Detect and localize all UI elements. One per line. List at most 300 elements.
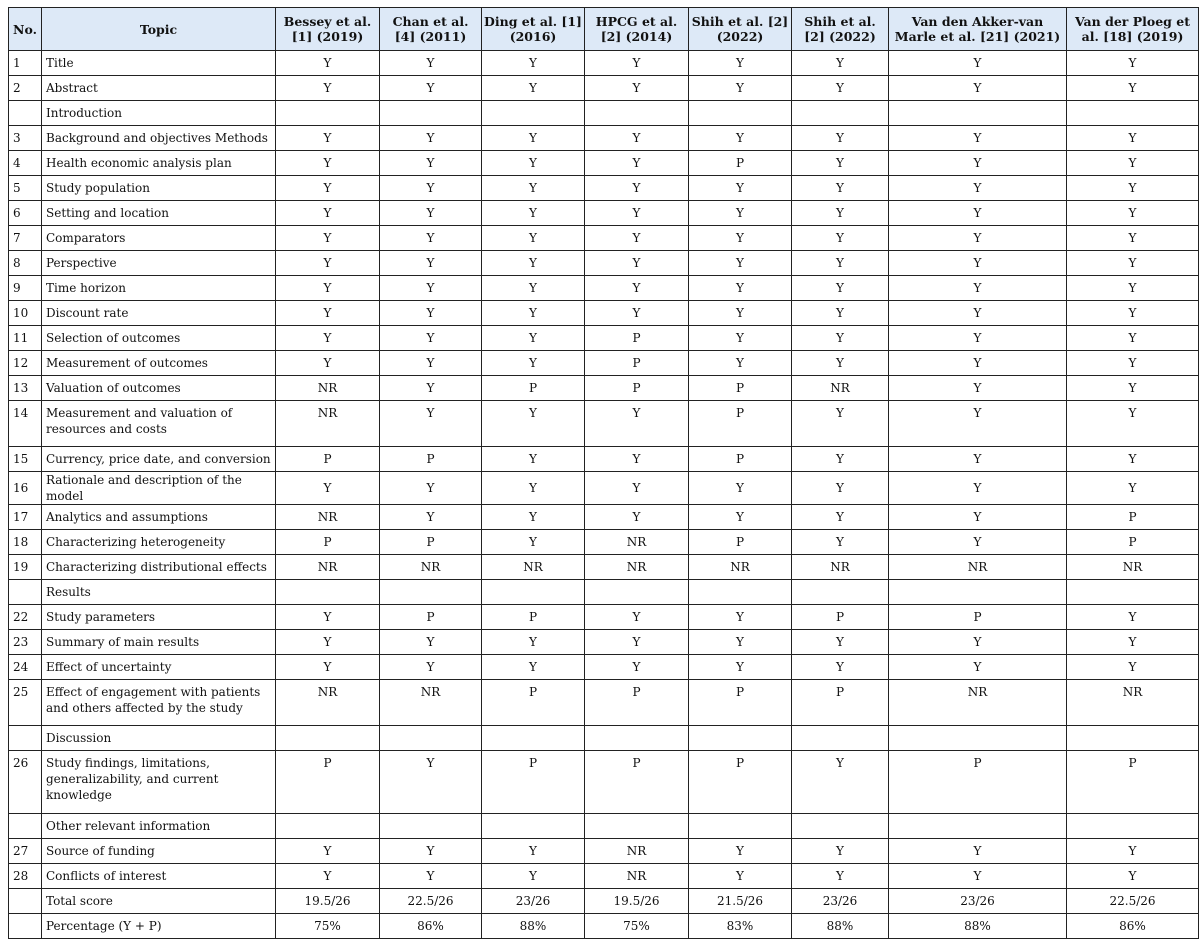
rating-cell: 23/26 xyxy=(482,889,585,914)
rating-cell: NR xyxy=(380,555,482,580)
header-no: No. xyxy=(9,8,42,51)
rating-cell: Y xyxy=(380,76,482,101)
rating-cell: Y xyxy=(889,251,1067,276)
rating-cell: 88% xyxy=(792,914,889,939)
rating-cell: Y xyxy=(380,655,482,680)
rating-cell: P xyxy=(689,447,792,472)
item-number xyxy=(9,101,42,126)
item-topic: Source of funding xyxy=(42,839,276,864)
rating-cell xyxy=(689,580,792,605)
rating-cell: Y xyxy=(1067,655,1199,680)
rating-cell: Y xyxy=(585,401,689,447)
rating-cell: Y xyxy=(1067,301,1199,326)
table-row xyxy=(9,914,1199,939)
item-number: 16 xyxy=(9,472,42,505)
rating-cell xyxy=(689,101,792,126)
table-row xyxy=(9,580,1199,605)
rating-cell: Y xyxy=(380,51,482,76)
rating-cell xyxy=(276,726,380,751)
rating-cell: Y xyxy=(889,376,1067,401)
rating-cell: 88% xyxy=(482,914,585,939)
rating-cell: Y xyxy=(482,351,585,376)
item-topic: Valuation of outcomes xyxy=(42,376,276,401)
rating-cell: NR xyxy=(689,555,792,580)
item-topic: Study findings, limitations, generalizability, and current knowledge xyxy=(42,751,276,814)
item-topic: Discussion xyxy=(42,726,276,751)
item-number: 6 xyxy=(9,201,42,226)
item-number xyxy=(9,814,42,839)
rating-cell: Y xyxy=(889,326,1067,351)
rating-cell: 21.5/26 xyxy=(689,889,792,914)
rating-cell xyxy=(889,101,1067,126)
rating-cell: Y xyxy=(792,151,889,176)
header-study: Ding et al. [1] (2016) xyxy=(482,8,585,51)
rating-cell: Y xyxy=(482,276,585,301)
item-number: 23 xyxy=(9,630,42,655)
rating-cell xyxy=(1067,814,1199,839)
rating-cell: Y xyxy=(792,530,889,555)
rating-cell: Y xyxy=(792,751,889,814)
rating-cell: Y xyxy=(380,472,482,505)
rating-cell: Y xyxy=(585,447,689,472)
rating-cell: Y xyxy=(585,605,689,630)
rating-cell: Y xyxy=(482,530,585,555)
rating-cell: P xyxy=(482,751,585,814)
rating-cell: 19.5/26 xyxy=(585,889,689,914)
rating-cell: Y xyxy=(585,201,689,226)
item-topic: Health economic analysis plan xyxy=(42,151,276,176)
item-topic: Effect of uncertainty xyxy=(42,655,276,680)
rating-cell xyxy=(585,580,689,605)
rating-cell: Y xyxy=(380,401,482,447)
rating-cell: 88% xyxy=(889,914,1067,939)
rating-cell: Y xyxy=(482,251,585,276)
item-topic: Results xyxy=(42,580,276,605)
rating-cell: Y xyxy=(380,126,482,151)
item-number: 26 xyxy=(9,751,42,814)
item-topic: Measurement and valuation of resources and costs xyxy=(42,401,276,447)
rating-cell: Y xyxy=(889,276,1067,301)
table-row xyxy=(9,51,1199,76)
table-row xyxy=(9,630,1199,655)
rating-cell: Y xyxy=(689,351,792,376)
rating-cell: 75% xyxy=(276,914,380,939)
item-topic: Perspective xyxy=(42,251,276,276)
table-row xyxy=(9,101,1199,126)
rating-cell: P xyxy=(482,680,585,726)
rating-cell: Y xyxy=(380,251,482,276)
item-topic: Total score xyxy=(42,889,276,914)
table-row xyxy=(9,814,1199,839)
rating-cell: P xyxy=(889,605,1067,630)
rating-cell: Y xyxy=(792,351,889,376)
rating-cell: P xyxy=(380,447,482,472)
item-topic: Summary of main results xyxy=(42,630,276,655)
rating-cell: Y xyxy=(482,326,585,351)
header-study: Van der Ploeg et al. [18] (2019) xyxy=(1067,8,1199,51)
table-row xyxy=(9,301,1199,326)
quality-assessment-table xyxy=(8,7,1199,939)
rating-cell xyxy=(792,101,889,126)
rating-cell: Y xyxy=(380,176,482,201)
table-header-row xyxy=(9,8,1199,51)
rating-cell: Y xyxy=(276,839,380,864)
rating-cell: Y xyxy=(689,839,792,864)
rating-cell: Y xyxy=(276,226,380,251)
rating-cell: NR xyxy=(276,555,380,580)
rating-cell: Y xyxy=(689,251,792,276)
rating-cell: Y xyxy=(689,76,792,101)
rating-cell: P xyxy=(585,351,689,376)
rating-cell: Y xyxy=(889,301,1067,326)
item-topic: Analytics and assumptions xyxy=(42,505,276,530)
item-topic: Abstract xyxy=(42,76,276,101)
rating-cell: Y xyxy=(276,76,380,101)
rating-cell: NR xyxy=(380,680,482,726)
rating-cell: Y xyxy=(792,301,889,326)
rating-cell: P xyxy=(585,751,689,814)
rating-cell: Y xyxy=(380,376,482,401)
rating-cell: Y xyxy=(889,201,1067,226)
rating-cell: Y xyxy=(889,176,1067,201)
rating-cell: Y xyxy=(380,326,482,351)
item-number: 7 xyxy=(9,226,42,251)
rating-cell: Y xyxy=(689,126,792,151)
item-number: 10 xyxy=(9,301,42,326)
rating-cell: Y xyxy=(585,301,689,326)
rating-cell: Y xyxy=(792,839,889,864)
rating-cell: P xyxy=(585,326,689,351)
table-row xyxy=(9,376,1199,401)
rating-cell: Y xyxy=(585,226,689,251)
rating-cell: Y xyxy=(585,276,689,301)
rating-cell: P xyxy=(482,376,585,401)
rating-cell: NR xyxy=(1067,680,1199,726)
rating-cell: Y xyxy=(482,151,585,176)
table-row xyxy=(9,751,1199,814)
rating-cell: Y xyxy=(276,301,380,326)
rating-cell: Y xyxy=(792,126,889,151)
rating-cell: NR xyxy=(889,680,1067,726)
rating-cell: Y xyxy=(482,447,585,472)
rating-cell: Y xyxy=(689,201,792,226)
rating-cell xyxy=(585,101,689,126)
rating-cell: Y xyxy=(276,351,380,376)
rating-cell: Y xyxy=(380,505,482,530)
rating-cell: P xyxy=(689,401,792,447)
rating-cell: Y xyxy=(889,505,1067,530)
rating-cell xyxy=(482,814,585,839)
table-row xyxy=(9,276,1199,301)
rating-cell: NR xyxy=(482,555,585,580)
rating-cell: Y xyxy=(585,151,689,176)
rating-cell: 23/26 xyxy=(889,889,1067,914)
table-row xyxy=(9,126,1199,151)
item-number xyxy=(9,914,42,939)
rating-cell: NR xyxy=(585,530,689,555)
rating-cell: Y xyxy=(380,351,482,376)
item-topic: Measurement of outcomes xyxy=(42,351,276,376)
rating-cell: Y xyxy=(792,326,889,351)
rating-cell: Y xyxy=(380,751,482,814)
rating-cell: Y xyxy=(380,839,482,864)
rating-cell: P xyxy=(1067,530,1199,555)
item-topic: Comparators xyxy=(42,226,276,251)
rating-cell: Y xyxy=(689,176,792,201)
table-row xyxy=(9,864,1199,889)
rating-cell: Y xyxy=(689,655,792,680)
item-number: 9 xyxy=(9,276,42,301)
rating-cell: Y xyxy=(1067,351,1199,376)
rating-cell: NR xyxy=(276,680,380,726)
rating-cell: Y xyxy=(889,630,1067,655)
rating-cell: NR xyxy=(276,505,380,530)
rating-cell: Y xyxy=(1067,472,1199,505)
rating-cell: Y xyxy=(889,351,1067,376)
rating-cell: Y xyxy=(276,326,380,351)
rating-cell: Y xyxy=(482,226,585,251)
rating-cell: Y xyxy=(482,505,585,530)
rating-cell: Y xyxy=(689,505,792,530)
item-topic: Characterizing heterogeneity xyxy=(42,530,276,555)
rating-cell: Y xyxy=(792,226,889,251)
rating-cell xyxy=(276,580,380,605)
rating-cell: Y xyxy=(889,472,1067,505)
rating-cell: P xyxy=(1067,751,1199,814)
rating-cell: Y xyxy=(380,630,482,655)
rating-cell: Y xyxy=(482,76,585,101)
table-row xyxy=(9,447,1199,472)
rating-cell xyxy=(889,814,1067,839)
rating-cell: Y xyxy=(792,472,889,505)
rating-cell: Y xyxy=(1067,326,1199,351)
item-topic: Currency, price date, and conversion xyxy=(42,447,276,472)
item-number: 17 xyxy=(9,505,42,530)
rating-cell: Y xyxy=(276,51,380,76)
rating-cell xyxy=(482,101,585,126)
header-study: Chan et al. [4] (2011) xyxy=(380,8,482,51)
header-study: Shih et al. [2] (2022) xyxy=(792,8,889,51)
item-topic: Time horizon xyxy=(42,276,276,301)
item-number: 4 xyxy=(9,151,42,176)
rating-cell: P xyxy=(276,751,380,814)
rating-cell: Y xyxy=(792,630,889,655)
rating-cell xyxy=(792,814,889,839)
item-topic: Study population xyxy=(42,176,276,201)
rating-cell: Y xyxy=(482,864,585,889)
rating-cell xyxy=(889,580,1067,605)
rating-cell: Y xyxy=(792,505,889,530)
rating-cell: Y xyxy=(276,201,380,226)
rating-cell xyxy=(889,726,1067,751)
rating-cell: Y xyxy=(792,447,889,472)
rating-cell xyxy=(380,580,482,605)
rating-cell: Y xyxy=(380,864,482,889)
rating-cell: P xyxy=(585,680,689,726)
rating-cell xyxy=(585,726,689,751)
table-row xyxy=(9,201,1199,226)
item-number: 19 xyxy=(9,555,42,580)
rating-cell: Y xyxy=(482,176,585,201)
rating-cell: Y xyxy=(1067,276,1199,301)
item-topic: Conflicts of interest xyxy=(42,864,276,889)
rating-cell: 75% xyxy=(585,914,689,939)
item-number: 5 xyxy=(9,176,42,201)
rating-cell xyxy=(276,814,380,839)
rating-cell: Y xyxy=(889,839,1067,864)
table-row xyxy=(9,351,1199,376)
item-topic: Study parameters xyxy=(42,605,276,630)
rating-cell: Y xyxy=(689,605,792,630)
item-topic: Introduction xyxy=(42,101,276,126)
rating-cell: Y xyxy=(482,126,585,151)
rating-cell: NR xyxy=(1067,555,1199,580)
rating-cell: Y xyxy=(585,472,689,505)
rating-cell: P xyxy=(792,605,889,630)
rating-cell: 83% xyxy=(689,914,792,939)
rating-cell xyxy=(380,814,482,839)
rating-cell: Y xyxy=(889,126,1067,151)
rating-cell: Y xyxy=(1067,447,1199,472)
item-number: 1 xyxy=(9,51,42,76)
rating-cell: Y xyxy=(792,276,889,301)
rating-cell: Y xyxy=(482,201,585,226)
item-topic: Effect of engagement with patients and others affected by the study xyxy=(42,680,276,726)
rating-cell: Y xyxy=(276,151,380,176)
rating-cell: P xyxy=(380,530,482,555)
rating-cell xyxy=(380,726,482,751)
header-study: Shih et al. [2] (2022) xyxy=(689,8,792,51)
rating-cell: Y xyxy=(585,630,689,655)
item-number: 11 xyxy=(9,326,42,351)
item-number: 14 xyxy=(9,401,42,447)
rating-cell: NR xyxy=(276,401,380,447)
rating-cell: Y xyxy=(889,864,1067,889)
item-topic: Background and objectives Methods xyxy=(42,126,276,151)
item-number: 15 xyxy=(9,447,42,472)
rating-cell: Y xyxy=(1067,126,1199,151)
rating-cell: Y xyxy=(276,126,380,151)
rating-cell: NR xyxy=(585,864,689,889)
item-number xyxy=(9,726,42,751)
rating-cell: Y xyxy=(1067,605,1199,630)
rating-cell: Y xyxy=(585,251,689,276)
rating-cell: P xyxy=(276,530,380,555)
rating-cell: Y xyxy=(585,126,689,151)
table-row xyxy=(9,251,1199,276)
table-row xyxy=(9,889,1199,914)
table-row xyxy=(9,505,1199,530)
rating-cell: Y xyxy=(889,151,1067,176)
table-row xyxy=(9,655,1199,680)
rating-cell: Y xyxy=(380,276,482,301)
rating-cell xyxy=(1067,580,1199,605)
rating-cell: P xyxy=(689,376,792,401)
rating-cell: Y xyxy=(276,655,380,680)
rating-cell: Y xyxy=(689,864,792,889)
rating-cell: Y xyxy=(482,51,585,76)
rating-cell: Y xyxy=(792,864,889,889)
rating-cell: Y xyxy=(276,605,380,630)
rating-cell: 22.5/26 xyxy=(1067,889,1199,914)
item-number: 24 xyxy=(9,655,42,680)
item-topic: Percentage (Y + P) xyxy=(42,914,276,939)
item-topic: Setting and location xyxy=(42,201,276,226)
rating-cell: Y xyxy=(792,251,889,276)
item-topic: Rationale and description of the model xyxy=(42,472,276,505)
table-row xyxy=(9,472,1199,505)
rating-cell: Y xyxy=(889,51,1067,76)
rating-cell: Y xyxy=(792,176,889,201)
header-study: Bessey et al. [1] (2019) xyxy=(276,8,380,51)
rating-cell: Y xyxy=(585,176,689,201)
rating-cell: Y xyxy=(889,447,1067,472)
item-topic: Selection of outcomes xyxy=(42,326,276,351)
rating-cell: Y xyxy=(276,251,380,276)
rating-cell: P xyxy=(380,605,482,630)
rating-cell: Y xyxy=(482,472,585,505)
table-row xyxy=(9,605,1199,630)
item-number: 12 xyxy=(9,351,42,376)
rating-cell xyxy=(276,101,380,126)
rating-cell: Y xyxy=(1067,176,1199,201)
rating-cell: P xyxy=(792,680,889,726)
rating-cell: P xyxy=(585,376,689,401)
item-number: 8 xyxy=(9,251,42,276)
rating-cell: Y xyxy=(276,864,380,889)
header-study: Van den Akker-van Marle et al. [21] (2021) xyxy=(889,8,1067,51)
rating-cell: Y xyxy=(380,201,482,226)
rating-cell: Y xyxy=(276,276,380,301)
rating-cell: Y xyxy=(482,630,585,655)
item-number: 28 xyxy=(9,864,42,889)
rating-cell: Y xyxy=(1067,630,1199,655)
rating-cell: Y xyxy=(689,301,792,326)
item-number: 13 xyxy=(9,376,42,401)
rating-cell: Y xyxy=(792,401,889,447)
item-topic: Title xyxy=(42,51,276,76)
rating-cell xyxy=(380,101,482,126)
rating-cell xyxy=(1067,726,1199,751)
rating-cell: Y xyxy=(889,401,1067,447)
rating-cell: Y xyxy=(689,51,792,76)
rating-cell xyxy=(792,726,889,751)
header-topic: Topic xyxy=(42,8,276,51)
rating-cell: Y xyxy=(482,301,585,326)
rating-cell: Y xyxy=(689,226,792,251)
rating-cell: Y xyxy=(1067,51,1199,76)
rating-cell: Y xyxy=(380,226,482,251)
table-row xyxy=(9,839,1199,864)
table-row xyxy=(9,151,1199,176)
rating-cell: NR xyxy=(792,555,889,580)
rating-cell: Y xyxy=(792,51,889,76)
rating-cell: P xyxy=(276,447,380,472)
rating-cell: Y xyxy=(1067,151,1199,176)
rating-cell: Y xyxy=(889,76,1067,101)
rating-cell: P xyxy=(1067,505,1199,530)
rating-cell xyxy=(482,580,585,605)
rating-cell: 19.5/26 xyxy=(276,889,380,914)
rating-cell: NR xyxy=(889,555,1067,580)
rating-cell: 23/26 xyxy=(792,889,889,914)
table-row xyxy=(9,401,1199,447)
rating-cell: Y xyxy=(585,505,689,530)
rating-cell: P xyxy=(689,680,792,726)
rating-cell: Y xyxy=(792,655,889,680)
rating-cell: Y xyxy=(276,176,380,201)
item-number: 3 xyxy=(9,126,42,151)
